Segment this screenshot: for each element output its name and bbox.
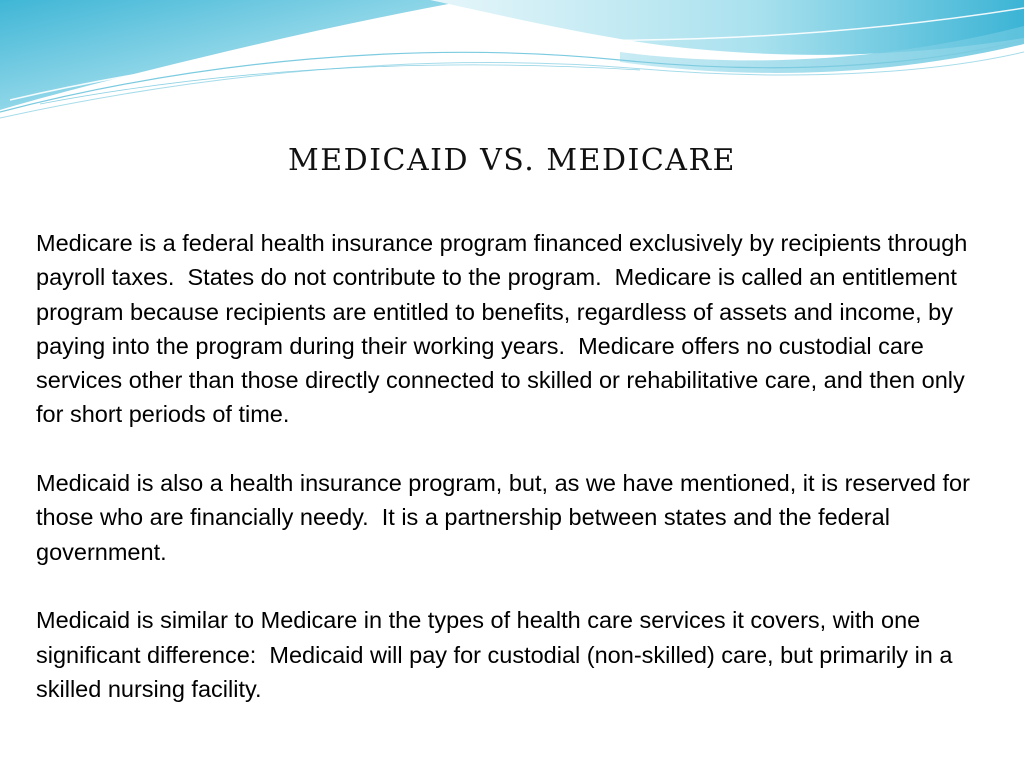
- paragraph-medicaid-overview: Medicaid is also a health insurance program, but, as we have mentioned, it is reserved for those who are financially needy. It is a partnership between states and the federal government.: [36, 470, 977, 565]
- paragraph-medicare: Medicare is a federal health insurance program financed exclusively by recipients through payroll taxes. States do not contribute to the program. Medicare is called an entitlement program because recipients are entitled to benefits, regardless of assets and income, by paying into the program during their working years. Medicare offers no custodial care services other than those directly connected to skilled or rehabilitative care, and then only for short periods of time.: [36, 230, 974, 428]
- slide-title: MEDICAID VS. MEDICARE: [288, 143, 736, 178]
- paragraph-medicaid-comparison: Medicaid is similar to Medicare in the types of health care services it covers, with one significant difference: Medicaid will pay for custodial (non-skilled) care, but primarily in a skilled nursing facility.: [36, 607, 959, 702]
- slide-body: [36, 226, 996, 706]
- wave-header-decoration: [0, 0, 1024, 130]
